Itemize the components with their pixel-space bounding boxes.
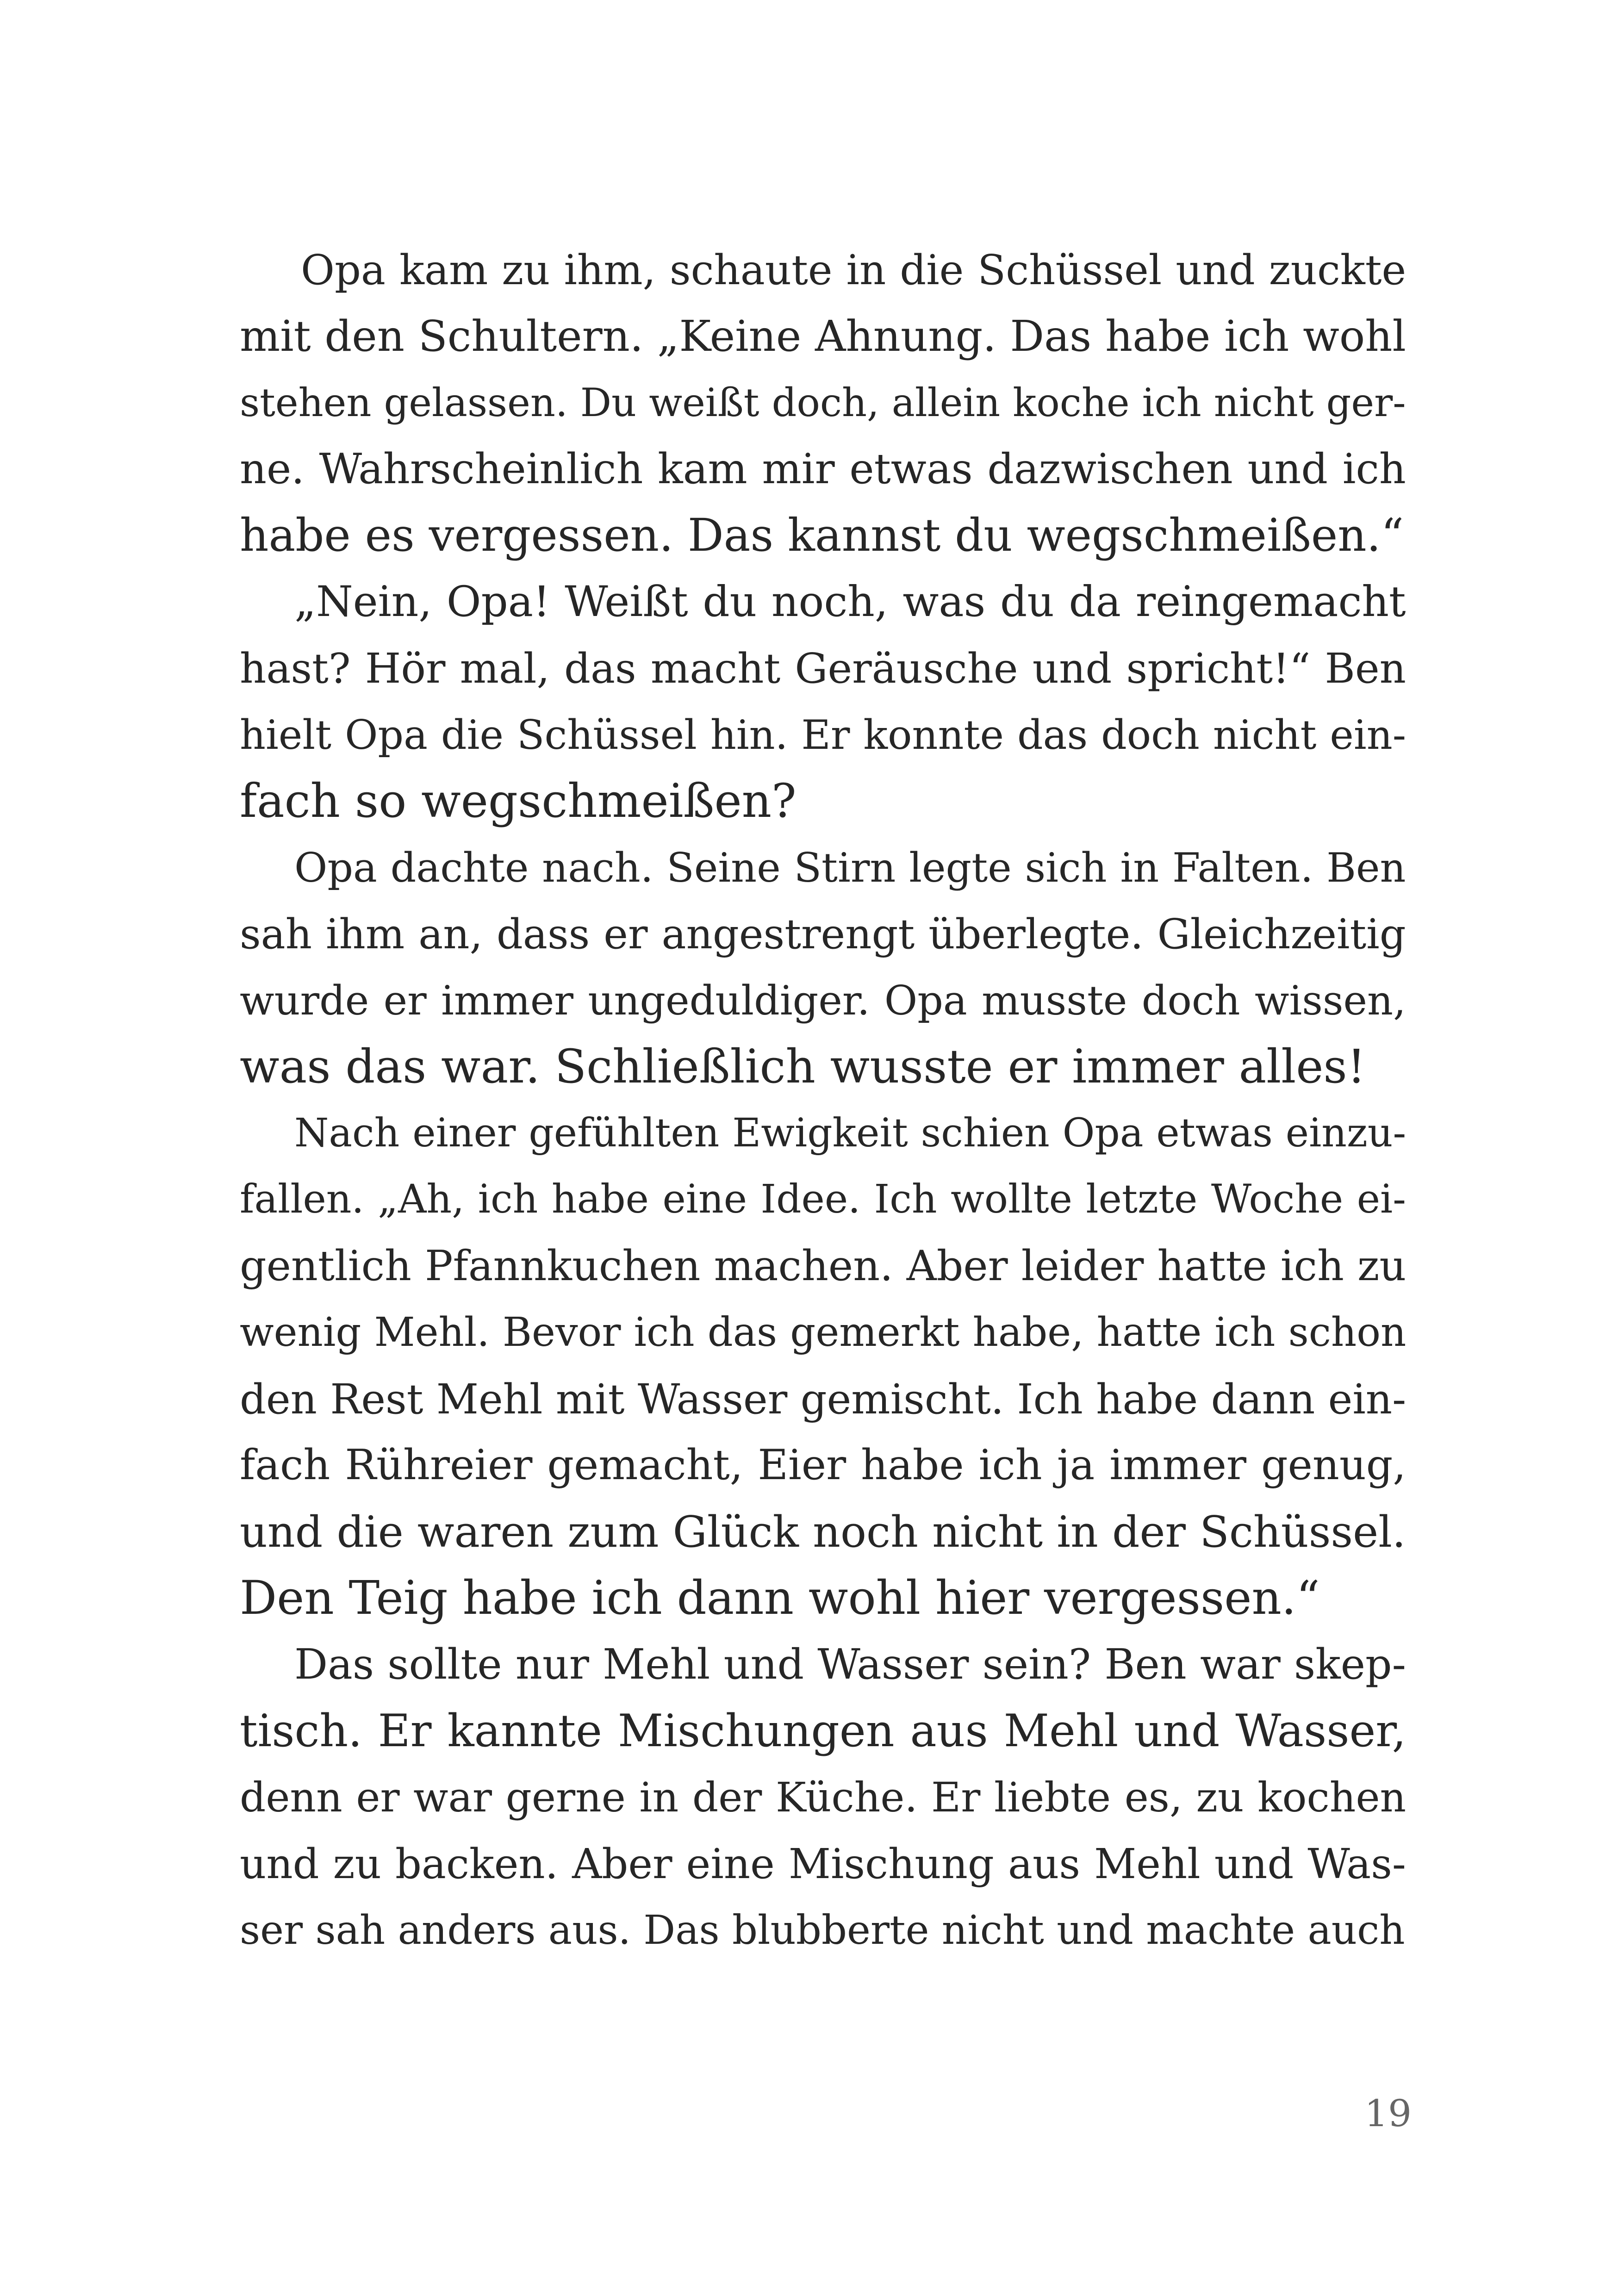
- text-line-18: den Rest Mehl mit Wasser gemischt. Ich habe dann ein-: [240, 1375, 1406, 1423]
- text-line-9: fach so wegschmeißen?: [240, 774, 797, 828]
- text-line-15: fallen. „Ah, ich habe eine Idee. Ich wollte letzte Woche ei-: [240, 1176, 1406, 1222]
- page-number: 19: [1364, 2092, 1412, 2135]
- text-line-25: und zu backen. Aber eine Mischung aus Mehl und Was-: [240, 1840, 1406, 1888]
- text-line-4: ne. Wahrscheinlich kam mir etwas dazwischen und ich: [240, 444, 1406, 493]
- text-line-8: hielt Opa die Schüssel hin. Er konnte das doch nicht ein-: [240, 711, 1406, 759]
- text-line-3: stehen gelassen. Du weißt doch, allein koche ich nicht ger-: [240, 380, 1406, 425]
- text-line-11: sah ihm an, dass er angestrengt überlegte. Gleichzeitig: [240, 910, 1406, 958]
- text-line-14: Nach einer gefühlten Ewigkeit schien Opa etwas einzu-: [294, 1110, 1406, 1156]
- text-line-13: was das war. Schließlich wusste er immer alles!: [240, 1039, 1366, 1094]
- text-line-23: tisch. Er kannte Mischungen aus Mehl und Wasser,: [240, 1705, 1406, 1757]
- text-line-1: Opa kam zu ihm, schaute in die Schüssel und zuckte: [301, 246, 1406, 294]
- text-line-5: habe es vergessen. Das kannst du wegschmeißen.“: [240, 509, 1404, 561]
- text-line-24: denn er war gerne in der Küche. Er liebte es, zu kochen: [240, 1773, 1406, 1821]
- text-line-17: wenig Mehl. Bevor ich das gemerkt habe, hatte ich schon: [240, 1309, 1406, 1356]
- text-line-6: „Nein, Opa! Weißt du noch, was du da reingemacht: [294, 577, 1406, 626]
- text-line-20: und die waren zum Glück noch nicht in der Schüssel.: [240, 1506, 1406, 1557]
- text-line-19: fach Rühreier gemacht, Eier habe ich ja immer genug,: [240, 1441, 1406, 1489]
- text-line-7: hast? Hör mal, das macht Geräusche und spricht!“ Ben: [240, 644, 1406, 692]
- text-line-16: gentlich Pfannkuchen machen. Aber leider hatte ich zu: [240, 1241, 1406, 1290]
- text-line-21: Den Teig habe ich dann wohl hier vergessen.“: [240, 1571, 1320, 1625]
- text-line-22: Das sollte nur Mehl und Wasser sein? Ben war skep-: [294, 1640, 1406, 1689]
- text-line-2: mit den Schultern. „Keine Ahnung. Das habe ich wohl: [240, 311, 1406, 361]
- text-line-12: wurde er immer ungeduldiger. Opa musste doch wissen,: [240, 977, 1406, 1024]
- text-line-26: ser sah anders aus. Das blubberte nicht und machte auch: [240, 1907, 1405, 1954]
- text-line-10: Opa dachte nach. Seine Stirn legte sich in Falten. Ben: [294, 844, 1406, 891]
